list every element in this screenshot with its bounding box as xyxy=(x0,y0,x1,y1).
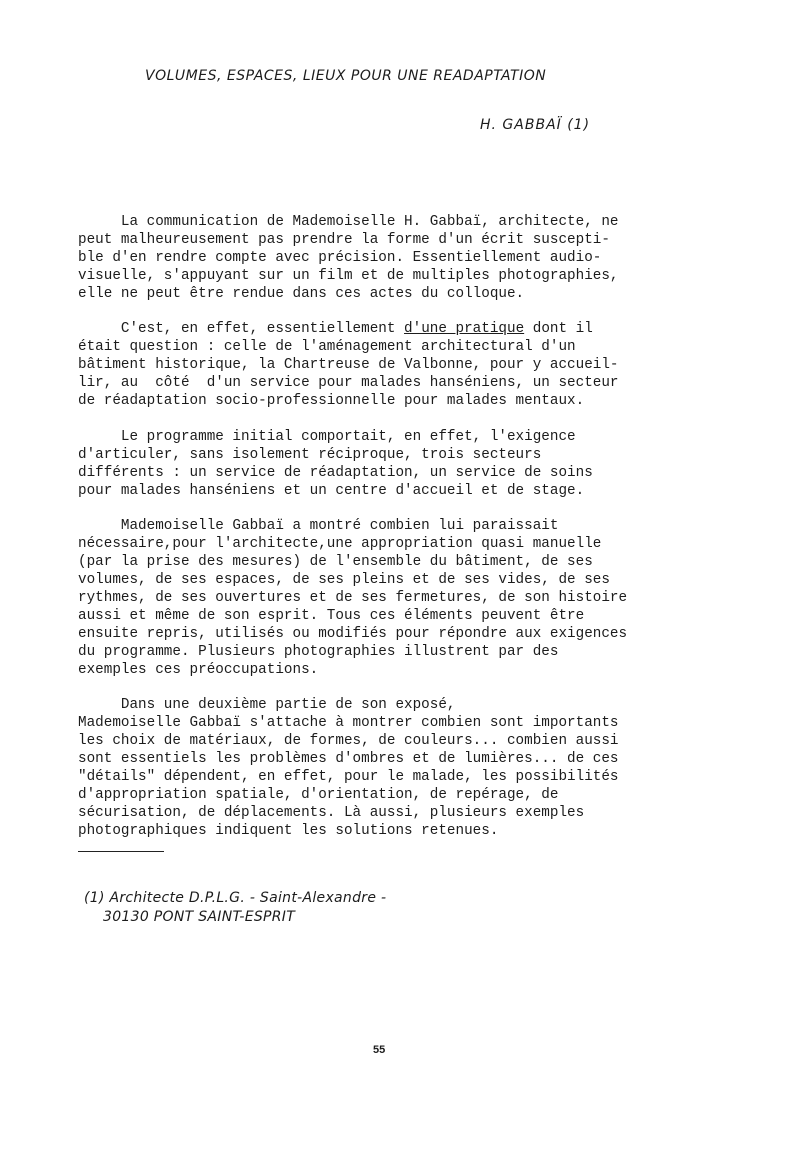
text-line: sont essentiels les problèmes d'ombres et de lumières... de ces xyxy=(78,751,619,768)
text-line: Dans une deuxième partie de son exposé, xyxy=(78,697,456,714)
text-line: de réadaptation socio-professionnelle pour malades mentaux. xyxy=(78,393,585,410)
paragraph-2 xyxy=(78,321,638,411)
text-line: ble d'en rendre compte avec précision. Essentiellement audio- xyxy=(78,249,602,266)
text-line: était question : celle de l'aménagement architectural d'un xyxy=(78,339,576,356)
text-line: photographiques indiquent les solutions retenues. xyxy=(78,822,499,839)
text-segment: C'est, en effet, essentiellement xyxy=(78,321,405,338)
underlined-phrase: d'une pratique xyxy=(404,321,525,338)
text-line: (par la prise des mesures) de l'ensemble du bâtiment, de ses xyxy=(78,554,593,571)
text-line: lir, au côté d'un service pour malades hanséniens, un secteur xyxy=(78,375,619,392)
text-line: d'articuler, sans isolement réciproque, trois secteurs xyxy=(78,446,542,463)
text-line: différents : un service de réadaptation, un service de soins xyxy=(78,464,593,481)
paragraph-5 xyxy=(78,697,638,840)
text-line: pour malades hanséniens et un centre d'accueil et de stage. xyxy=(78,482,585,499)
text-line: peut malheureusement pas prendre la forme d'un écrit suscepti- xyxy=(78,231,610,248)
text-line: La communication de Mademoiselle H. Gabbaï, architecte, ne xyxy=(78,214,619,230)
paragraph-1 xyxy=(78,214,638,304)
text-line: volumes, de ses espaces, de ses pleins et de ses vides, de ses xyxy=(78,572,610,589)
page-number: 55 xyxy=(373,1044,386,1056)
text-line: Mademoiselle Gabbaï a montré combien lui paraissait xyxy=(78,518,559,535)
text-line: "détails" dépendent, en effet, pour le malade, les possibilités xyxy=(78,769,619,786)
article-body xyxy=(78,214,638,859)
text-line: sécurisation, de déplacements. Là aussi, plusieurs exemples xyxy=(78,804,585,821)
text-line: exemples ces préoccupations. xyxy=(78,661,319,678)
text-line xyxy=(78,321,638,339)
footnote-line: 30130 PONT SAINT-ESPRIT xyxy=(84,909,296,925)
text-line: visuelle, s'appuyant sur un film et de multiples photographies, xyxy=(78,267,619,284)
text-line: ensuite repris, utilisés ou modifiés pour répondre aux exigences xyxy=(78,625,628,642)
text-line: Le programme initial comportait, en effet, l'exigence xyxy=(78,428,576,445)
footnote xyxy=(84,889,386,927)
text-line: les choix de matériaux, de formes, de couleurs... combien aussi xyxy=(78,733,619,750)
author-name: H. GABBAÏ (1) xyxy=(480,117,591,133)
text-segment: dont il xyxy=(524,321,593,338)
text-line: Mademoiselle Gabbaï s'attache à montrer combien sont importants xyxy=(78,715,619,732)
text-line: rythmes, de ses ouvertures et de ses fermetures, de son histoire xyxy=(78,589,628,606)
text-line: aussi et même de son esprit. Tous ces éléments peuvent être xyxy=(78,607,585,624)
footnote-line: (1) Architecte D.P.L.G. - Saint-Alexandre - xyxy=(84,890,387,906)
text-line: du programme. Plusieurs photographies illustrent par des xyxy=(78,643,559,660)
footnote-divider xyxy=(78,851,164,852)
text-line: bâtiment historique, la Chartreuse de Valbonne, pour y accueil- xyxy=(78,357,619,374)
text-line: d'appropriation spatiale, d'orientation, de repérage, de xyxy=(78,786,559,803)
paragraph-4 xyxy=(78,518,638,679)
article-title: VOLUMES, ESPACES, LIEUX POUR UNE READAPTATION xyxy=(145,68,547,84)
paragraph-3 xyxy=(78,429,638,501)
text-line: elle ne peut être rendue dans ces actes du colloque. xyxy=(78,285,525,302)
text-line: nécessaire,pour l'architecte,une appropriation quasi manuelle xyxy=(78,536,602,553)
